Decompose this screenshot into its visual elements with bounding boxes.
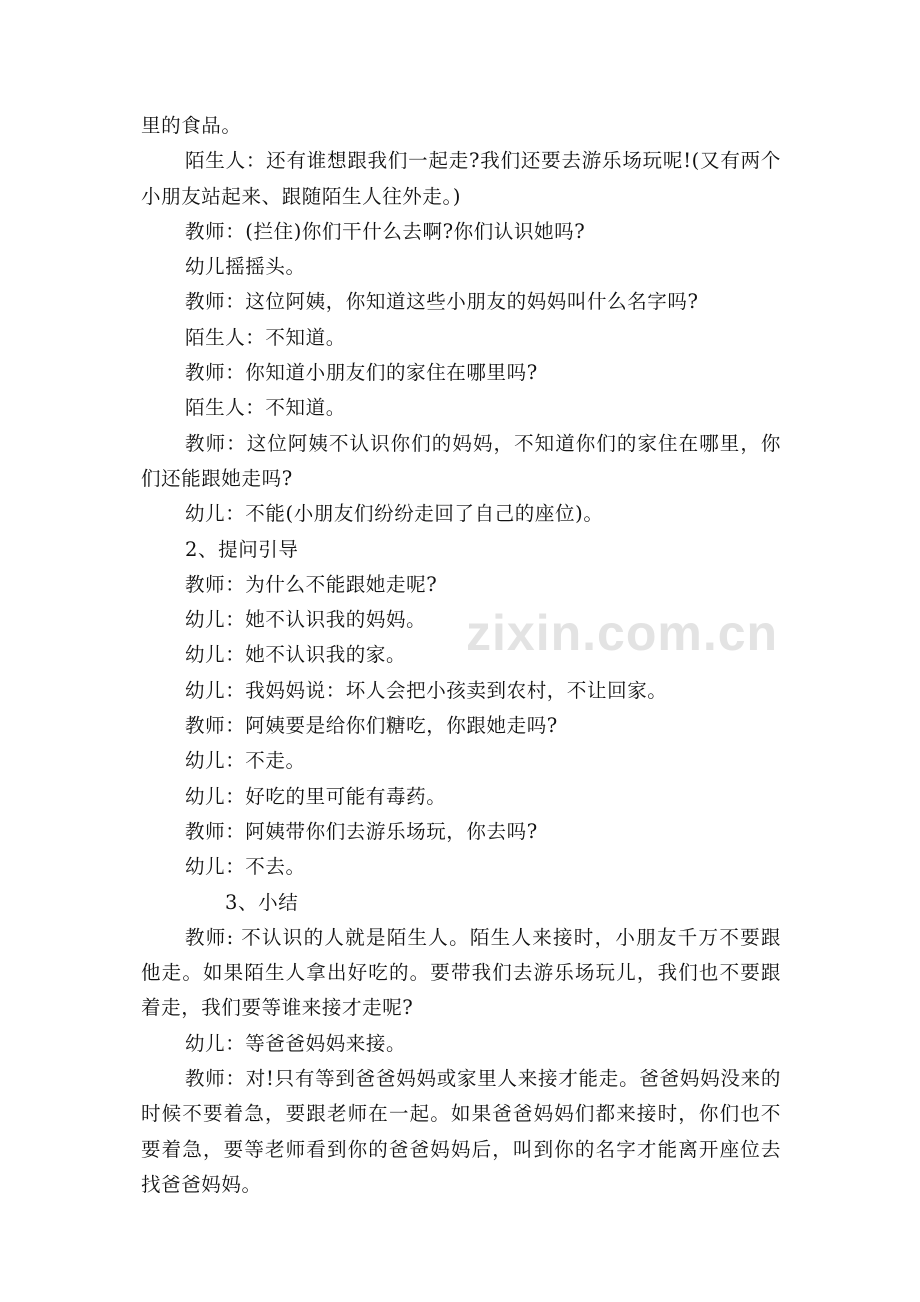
paragraph: 幼儿摇摇头。 [185, 255, 306, 279]
paragraph: 教师：你知道小朋友们的家住在哪里吗? [185, 361, 538, 385]
paragraph: 幼儿：她不认识我的妈妈。 [185, 608, 427, 632]
paragraph: 教师: 不认识的人就是陌生人。陌生人来接时，小朋友千万不要跟他走。如果陌生人拿出好吃的。要带我们去游乐场玩儿，我们也不要跟着走，我们要等谁来接才走呢? [141, 925, 781, 1020]
paragraph: 教师：为什么不能跟她走呢? [185, 572, 438, 596]
watermark: zixin.com.cn [466, 605, 779, 661]
paragraph: 幼儿：我妈妈说：坏人会把小孩卖到农村，不让回家。 [185, 678, 668, 702]
paragraph: 教师：阿姨带你们去游乐场玩，你去吗? [185, 819, 538, 843]
paragraph: 幼儿：好吃的里可能有毒药。 [185, 784, 447, 808]
paragraph: 幼儿：等爸爸妈妈来接。 [185, 1031, 407, 1055]
paragraph: 陌生人：不知道。 [185, 325, 346, 349]
section-heading: 2、提问引导 [185, 537, 299, 561]
document-body [141, 108, 781, 1202]
paragraph: 幼儿：她不认识我的家。 [185, 643, 407, 667]
paragraph: 幼儿：不走。 [185, 749, 306, 773]
paragraph: 教师：对!只有等到爸爸妈妈或家里人来接才能走。爸爸妈妈没来的时候不要着急，要跟老师在一起。如果爸爸妈妈们都来接时，你们也不要着急，要等老师看到你的爸爸妈妈后，叫到你的名字才能离开座位去找爸爸妈妈。 [141, 1067, 781, 1196]
section-heading: 3、小结 [225, 890, 299, 914]
paragraph: 陌生人：还有谁想跟我们一起走?我们还要去游乐场玩呢!(又有两个小朋友站起来、跟随陌生人往外走。) [141, 149, 781, 208]
paragraph: 幼儿：不去。 [185, 855, 306, 879]
paragraph: 教师：这位阿姨，你知道这些小朋友的妈妈叫什么名字吗? [185, 290, 699, 314]
paragraph: 教师：这位阿姨不认识你们的妈妈，不知道你们的家住在哪里，你们还能跟她走吗? [141, 431, 781, 490]
paragraph: 教师：阿姨要是给你们糖吃，你跟她走吗? [185, 714, 558, 738]
paragraph: 教师：(拦住)你们干什么去啊?你们认识她吗? [185, 219, 586, 243]
paragraph: 里的食品。 [141, 114, 242, 137]
paragraph: 陌生人：不知道。 [185, 396, 346, 420]
paragraph: 幼儿：不能(小朋友们纷纷走回了自己的座位)。 [185, 502, 604, 526]
